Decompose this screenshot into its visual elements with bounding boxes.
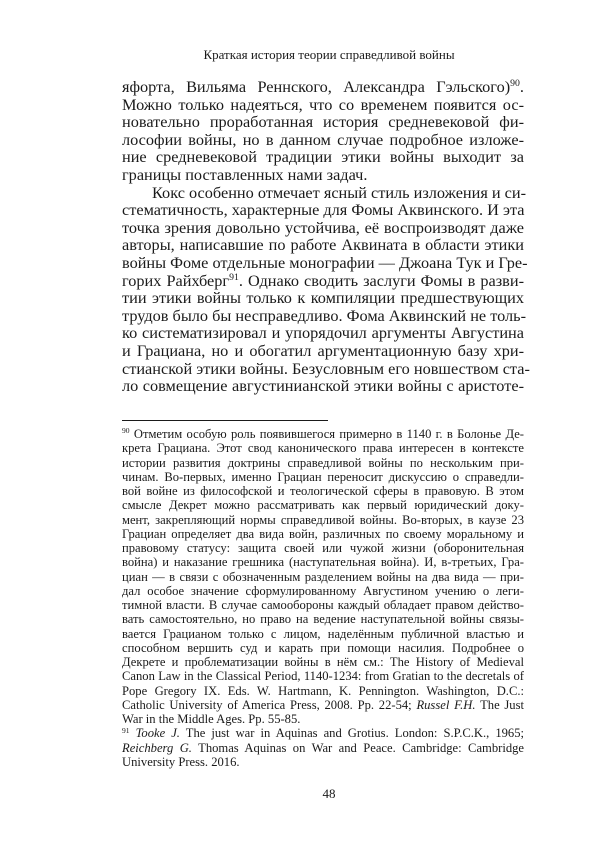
footnote-line (122, 684, 524, 698)
footnote-line (122, 698, 524, 712)
footnote-line (122, 427, 524, 441)
body-line (122, 236, 524, 254)
footnote-line (122, 741, 524, 755)
footnote-line (122, 484, 524, 498)
text-segment: стианской этики войны. Безусловным его новшеством ста- (122, 358, 530, 378)
body-line (122, 113, 524, 131)
footnote-line (122, 541, 524, 555)
text-segment: Canon Law in the Classical Period, 1140-1234: from Gratian to the decretals of (122, 669, 524, 684)
text-segment: Можно только надеяться, что со временем появится ос- (122, 94, 524, 114)
italic-author: Russel F.H. (416, 697, 476, 712)
footnote-line (122, 513, 524, 527)
text-segment: чинам. Во-первых, именно Грациан переносит дискуссию о справедли- (122, 469, 524, 484)
footnote-line (122, 712, 524, 726)
footnote-line (122, 612, 524, 626)
footnote-line (122, 527, 524, 541)
text-segment: . Однако сводить заслуги Фомы в разви- (238, 270, 525, 290)
page-number: 48 (322, 786, 336, 801)
text-segment: Декрете и проблематизации войны в нём см.: The History of Medieval (122, 655, 524, 669)
text-segment: новательно проработанная история средневековой фи- (122, 112, 524, 132)
text-segment: War in the Middle Ages. Pp. 55-85. (122, 712, 301, 726)
body-line (122, 342, 524, 360)
text-segment: стематичность, характерные для Фомы Аквинского. И эта (122, 200, 525, 220)
footnote-marker: 90 (122, 426, 130, 436)
body-line (122, 289, 524, 307)
text-segment: смысле Декрет можно рассматривать как первый юридический доку- (122, 498, 524, 513)
text-segment: . (519, 77, 524, 96)
body-line (122, 324, 524, 342)
footnote-line (122, 570, 524, 584)
text-segment: точка зрения довольно устойчива, её воспроизводят даже (122, 217, 524, 237)
body-line (122, 148, 524, 166)
text-segment: циан — в связи с обозначенным разделением войны на два вида — при- (122, 569, 524, 584)
text-segment: крета Грациана. Этот свод канонического права интересен в контексте (122, 441, 524, 456)
footnote-marker: 90 (510, 78, 520, 90)
text-segment: война) и наказание грешника (наступательная война). И, в-третьих, Гра- (122, 555, 524, 570)
footnotes (122, 427, 524, 769)
footnote-line (122, 669, 524, 683)
text-segment: The just war in Aquinas and Grotius. London: S.P.C.K., 1965; (179, 726, 525, 741)
text-segment: дал особое значение сформулированному Августином учению о леги- (122, 583, 524, 598)
text-segment: мент, закрепляющий нормы справедливой войны. Во-вторых, в каузе 23 (122, 512, 524, 527)
text-segment: Отметим особую роль появившегося примерно в 1140 г. в Болонье Де- (129, 427, 524, 441)
body-line (122, 377, 524, 395)
text-segment: The Just (475, 697, 525, 712)
body-line (122, 201, 524, 219)
text-segment: правовому статусу: защита своей или чужой жизни (оборонительная (122, 541, 524, 555)
italic-author: Reichberg G. (122, 740, 192, 755)
footnote-line (122, 456, 524, 470)
footnote-line (122, 598, 524, 612)
body-line (122, 358, 530, 378)
body-line (122, 78, 524, 96)
text-segment: Грациан определяет два вида войн, различных по своему моральному и (122, 526, 524, 541)
text-segment: University Press. 2016. (122, 754, 240, 769)
body-line (122, 219, 524, 237)
footnote-line (122, 641, 524, 655)
footnote-line (122, 498, 524, 512)
footnote-line (122, 655, 524, 669)
text-segment: истории развития доктрины справедливой войны по нескольким при- (122, 455, 524, 470)
footnote-marker: 91 (122, 725, 130, 735)
footnote-line (122, 584, 524, 598)
text-segment: яфорта, Вильяма Реннского, Александра Гэльского) (122, 77, 511, 96)
body-line (122, 272, 524, 290)
text-segment: авторы, написавшие по работе Аквината в области этики (122, 235, 524, 255)
body-line (122, 252, 528, 272)
text-segment: горих Райхберг (122, 270, 230, 290)
text-segment: трудов было бы несправедливо. Фома Аквинский не толь- (122, 305, 527, 325)
footnote-line (122, 726, 524, 740)
text-segment: границы поставленных нами задач. (122, 164, 368, 184)
footnote-line (122, 755, 524, 769)
footnote-line (122, 470, 524, 484)
text-segment: Pope Gregory IX. Eds. W. Hartmann, K. Pennington. Washington, D.C.: (122, 683, 524, 698)
body-line (122, 96, 524, 114)
text-segment: тимной власти. В случае самообороны каждый обладает правом действо- (122, 598, 524, 612)
footnote-line (122, 627, 524, 641)
text-segment: войны Фоме отдельные монографии — Джоана Тук и Гре- (122, 252, 528, 272)
text-segment: тии этики войны только к компиляции предшествующих (122, 288, 524, 308)
text-segment: и Грациана, но и обогатил аргументационную базу хри- (122, 340, 524, 360)
text-segment: Catholic University of America Press, 2008. Pp. 22-54; (122, 697, 417, 712)
text-segment: Thomas Aquinas on War and Peace. Cambridge: Cambridge (191, 740, 525, 755)
footnote-separator (122, 420, 328, 421)
body-line (122, 305, 527, 325)
text-segment: способном вершить суд и карать при помощи насилия. Подробнее о (122, 640, 524, 655)
text-segment: вой войне из философской и теологической сферы в правовую. В этом (122, 484, 524, 498)
italic-author: Tooke J. (135, 726, 180, 741)
text-segment: лософии войны, но в данном случае подробное изложе- (122, 129, 524, 149)
text-segment: ние средневековой традиции этики войны выходит за (122, 147, 524, 167)
footnote-line (122, 555, 524, 569)
body-line (122, 166, 524, 184)
text-segment: ко систематизировал и упорядочил аргументы Августина (122, 323, 524, 343)
text-segment: вать самостоятельно, но право на ведение наступательной войны связы- (122, 612, 524, 627)
text-segment: Кокс особенно отмечает ясный стиль изложения и си- (152, 182, 527, 202)
main-text (122, 77, 530, 396)
footnote-line (122, 441, 524, 455)
text-segment: ло совмещение августинианской этики войны с аристоте- (122, 376, 524, 396)
body-line (122, 182, 527, 202)
body-line (122, 131, 524, 149)
running-header: Краткая история теории справедливой войны (203, 47, 455, 62)
text-segment: вается Грацианом только с лицом, наделённым публичной властью и (122, 626, 524, 641)
footnote-marker: 91 (229, 271, 239, 283)
